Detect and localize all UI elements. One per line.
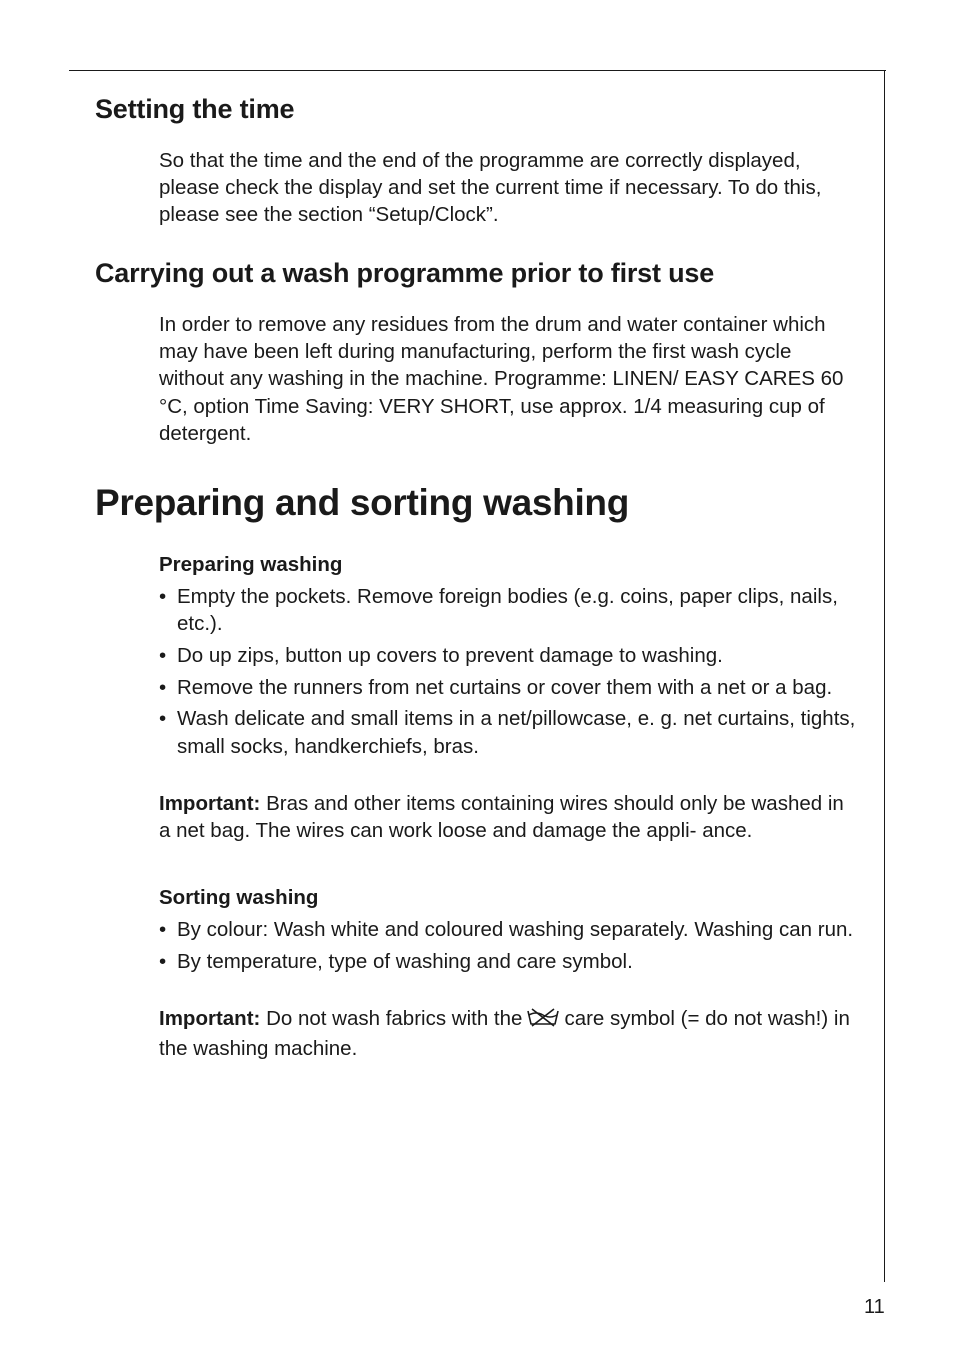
- important-note-bras: Important: Bras and other items containing wires should only be washed in a net bag. The wires can work loose and damage the appli- ance.: [159, 792, 844, 843]
- heading-first-use: Carrying out a wash programme prior to first use: [95, 258, 715, 288]
- bullet: •: [159, 918, 167, 941]
- list-item: • By colour: Wash white and coloured washing separately. Washing can run.: [159, 916, 859, 943]
- preparing-washing-list: [159, 583, 859, 764]
- bullet: •: [159, 707, 167, 731]
- list-item: • By temperature, type of washing and care symbol.: [159, 948, 859, 975]
- bullet: •: [159, 585, 167, 608]
- list-item: • Wash delicate and small items in a net/pillowcase, e. g. net curtains, tights, small socks, handkerchiefs, bras.: [159, 707, 856, 758]
- important-note-care-symbol: Important: Do not wash fabrics with the care symbol (= do not wash!) in the washing machine.: [159, 1007, 850, 1061]
- bullet: •: [159, 949, 167, 973]
- paragraph-setting-the-time: So that the time and the end of the programme are correctly displayed, please check the display and set the current time if necessary. To do this, please see the section “Setup/Clock”.: [159, 149, 822, 227]
- list-item: • Do up zips, button up covers to prevent damage to washing.: [159, 642, 859, 669]
- top-rule: [69, 70, 886, 71]
- page-number: 11: [864, 1296, 885, 1318]
- paragraph-first-use: In order to remove any residues from the drum and water container which may have been left during manufacturing, perform the first wash cycle without any washing in the machine. Programme: LINEN/ EASY CARES 60 °C, option Time Saving: VERY SHORT, use approx. 1/4 measuring cup of detergent.: [159, 313, 844, 445]
- subheading-sorting-washing: Sorting washing: [159, 886, 319, 909]
- bullet: •: [159, 643, 167, 667]
- important-label: Important:: [159, 1007, 261, 1030]
- list-item: • Empty the pockets. Remove foreign bodies (e.g. coins, paper clips, nails, etc.).: [159, 585, 838, 636]
- heading-setting-the-time: Setting the time: [95, 94, 295, 124]
- right-margin-rule: [884, 70, 885, 1282]
- bullet: •: [159, 675, 167, 699]
- sorting-washing-list: [159, 916, 859, 979]
- important-label: Important:: [159, 792, 261, 815]
- subheading-preparing-washing: Preparing washing: [159, 553, 343, 576]
- do-not-wash-icon: [526, 1006, 560, 1035]
- list-item: • Remove the runners from net curtains or cover them with a net or a bag.: [159, 674, 859, 701]
- heading-preparing-and-sorting: Preparing and sorting washing: [95, 482, 630, 523]
